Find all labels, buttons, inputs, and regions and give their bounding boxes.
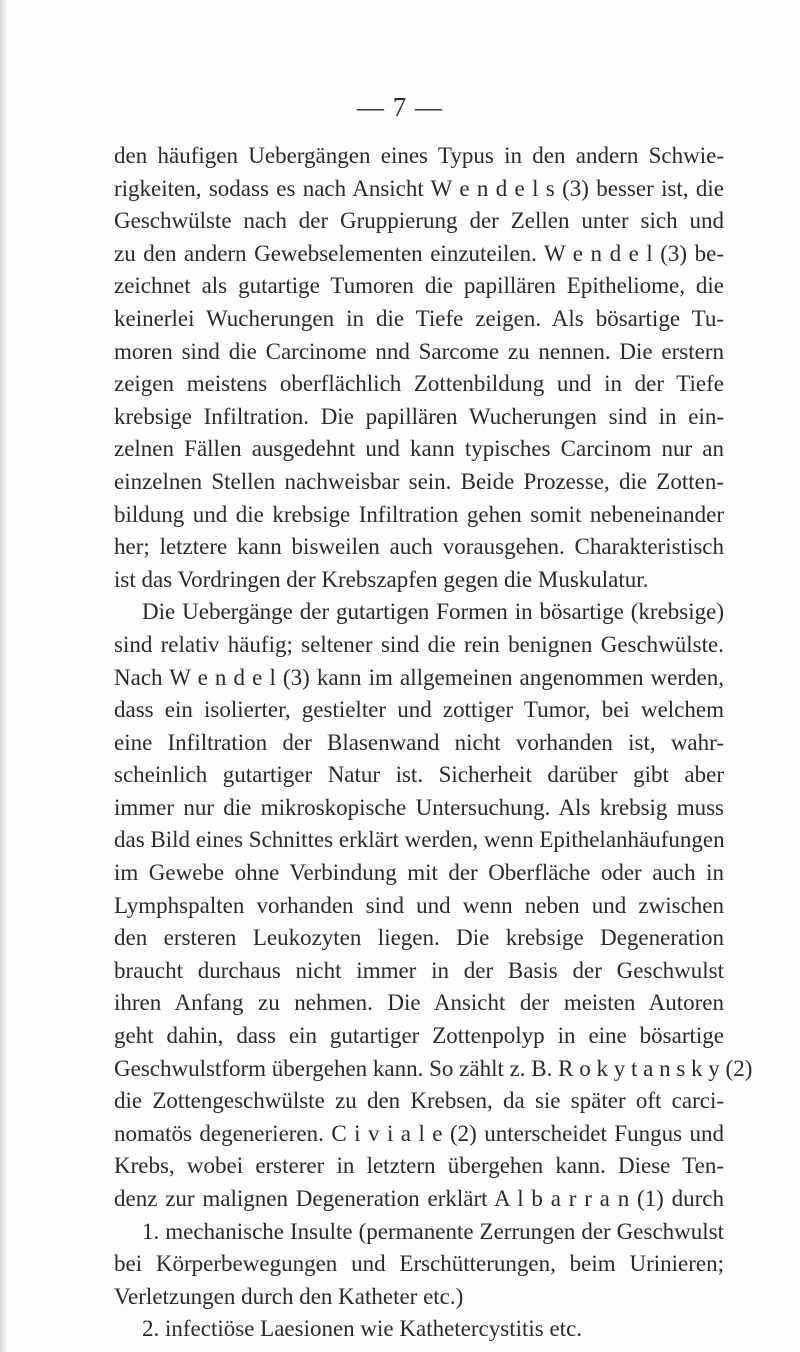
text-line: dass ein isolierter, gestielter und zottiger Tumor, bei welchem [114, 697, 724, 723]
text-line: krebsige Infiltration. Die papillären Wucherungen sind in ein- [114, 403, 724, 429]
text-line: keinerlei Wucherungen in die Tiefe zeigen. Als bösartige Tu- [114, 305, 724, 331]
text-line: zu den andern Gewebselementen einzuteilen. W e n d e l (3) be- [114, 240, 724, 266]
text-line: denz zur malignen Degeneration erklärt A l b a r r a n (1) durch [114, 1186, 724, 1211]
text-line: immer nur die mikroskopische Untersuchung. Als krebsig muss [114, 794, 724, 820]
text-line: 2. infectiöse Laesionen wie Kathetercystitis etc. [142, 1316, 583, 1342]
text-line: das Bild eines Schnittes erklärt werden, wenn Epithelanhäufungen [114, 827, 725, 853]
text-line: bildung und die krebsige Infiltration gehen somit nebeneinander [114, 501, 724, 527]
body-text [114, 140, 753, 1346]
text-line: Verletzungen durch den Katheter etc.) [114, 1283, 464, 1309]
text-line: Krebs, wobei ersterer in letztern übergehen kann. Diese Ten- [114, 1153, 724, 1179]
page-number: — 7 — [357, 92, 443, 122]
text-line: sind relativ häufig; seltener sind die rein benignen Geschwülste. [114, 631, 724, 657]
text-line: den häufigen Uebergängen eines Typus in den andern Schwie- [114, 143, 724, 168]
text-line: einzelnen Stellen nachweisbar sein. Beide Prozesse, die Zotten- [114, 468, 724, 494]
text-line: ihren Anfang zu nehmen. Die Ansicht der meisten Autoren [114, 990, 724, 1016]
text-line: moren sind die Carcinome nnd Sarcome zu nennen. Die erstern [114, 338, 724, 364]
text-line: scheinlich gutartiger Natur ist. Sicherheit darüber gibt aber [114, 762, 724, 788]
text-line: nomatös degenerieren. C i v i a l e (2) unterscheidet Fungus und [114, 1120, 724, 1146]
text-line: den ersteren Leukozyten liegen. Die krebsige Degeneration [114, 925, 724, 951]
text-line: her; letztere kann bisweilen auch vorausgehen. Charakteristisch [114, 534, 724, 560]
text-line: eine Infiltration der Blasenwand nicht vorhanden ist, wahr- [114, 729, 724, 755]
text-line: im Gewebe ohne Verbindung mit der Oberfläche oder auch in [114, 860, 724, 886]
text-line: rigkeiten, sodass es nach Ansicht W e n d e l s (3) besser ist, die [114, 175, 724, 201]
text-line: zeichnet als gutartige Tumoren die papillären Epitheliome, die [114, 273, 724, 299]
text-line: zelnen Fällen ausgedehnt und kann typisches Carcinom nur an [114, 436, 724, 462]
text-line: ist das Vordringen der Krebszapfen gegen die Muskulatur. [114, 566, 649, 592]
text-line: zeigen meistens oberflächlich Zottenbildung und in der Tiefe [114, 371, 724, 397]
text-line: braucht durchaus nicht immer in der Basis der Geschwulst [114, 957, 724, 983]
text-line: Lymphspalten vorhanden sind und wenn neben und zwischen [114, 892, 724, 918]
text-line: Geschwülste nach der Gruppierung der Zellen unter sich und [114, 208, 724, 234]
page-left-edge [0, 0, 6, 1352]
text-line: Die Uebergänge der gutartigen Formen in bösartige (krebsige) [142, 599, 724, 625]
text-line: 1. mechanische Insulte (permanente Zerrungen der Geschwulst [142, 1218, 724, 1244]
text-line: Geschwulstform übergehen kann. So zählt z. B. R o k y t a n s k y (2) [114, 1055, 753, 1081]
text-line: die Zottengeschwülste zu den Krebsen, da sie später oft carci- [114, 1088, 724, 1114]
text-line: bei Körperbewegungen und Erschütterungen, beim Urinieren; [114, 1251, 724, 1277]
text-line: geht dahin, dass ein gutartiger Zottenpolyp in eine bösartige [114, 1023, 724, 1049]
text-line: Nach W e n d e l (3) kann im allgemeinen angenommen werden, [114, 664, 724, 690]
